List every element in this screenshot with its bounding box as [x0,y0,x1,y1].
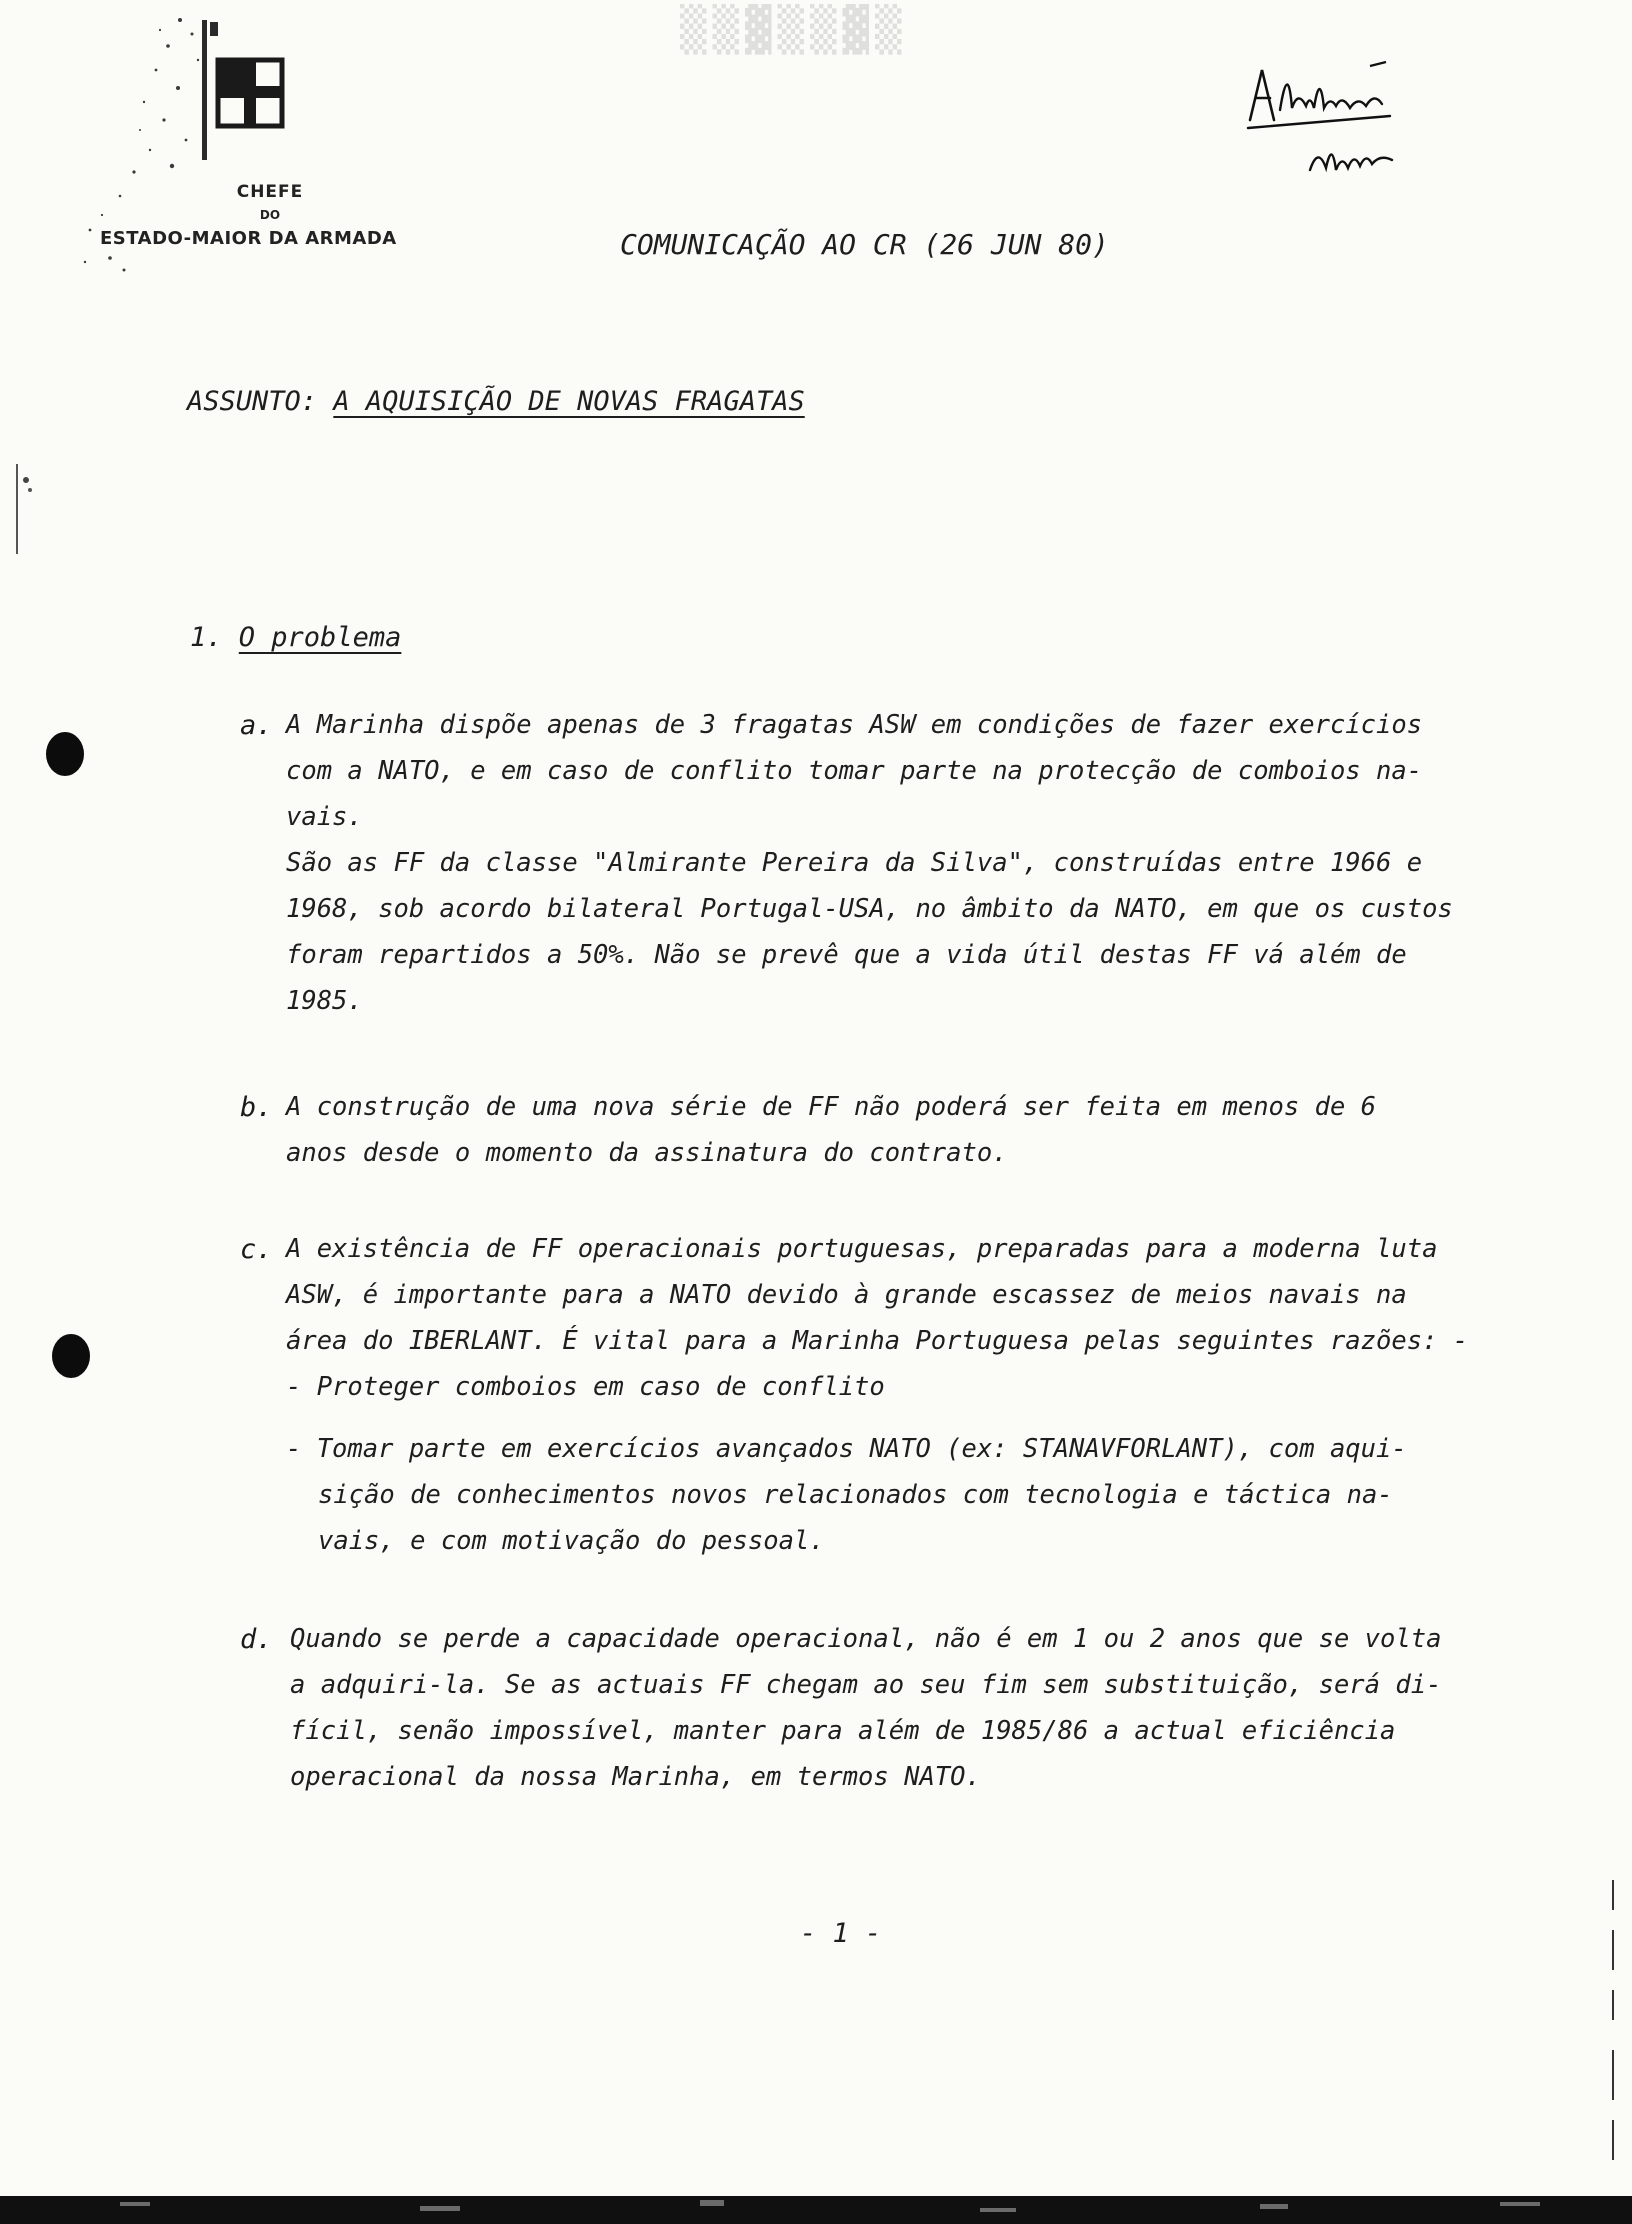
scanner-edge-strip [0,2186,1632,2224]
paragraph-marker: a. [240,710,273,741]
communication-heading: COMUNICAÇÃO AO CR (26 JUN 80) [620,228,1109,261]
scan-edge-mark [1606,1880,1626,2180]
subject-text: A AQUISIÇÃO DE NOVAS FRAGATAS [333,386,805,417]
paragraph-line: anos desde o momento da assinatura do contrato. [286,1138,1008,1168]
scan-edge-mark [12,460,42,560]
paragraph-sub-line: - Tomar parte em exercícios avançados NATO (ex: STANAVFORLANT), com aqui- [286,1434,1407,1464]
paragraph-line: 1968, sob acordo bilateral Portugal-USA, no âmbito da NATO, em que os custos [286,894,1453,924]
letterhead [60,0,480,280]
paragraph-line: operacional da nossa Marinha, em termos NATO. [290,1762,981,1792]
subject-line [187,386,805,417]
paragraph-line: A construção de uma nova série de FF não poderá ser feita em menos de 6 [286,1092,1377,1122]
paragraph-line: Quando se perde a capacidade operacional, não é em 1 ou 2 anos que se volta [290,1624,1442,1654]
paragraph-line: - Proteger comboios em caso de conflito [286,1372,885,1402]
section-heading [190,622,401,653]
subject-label: ASSUNTO: [187,386,318,417]
section-number: 1. [190,622,223,653]
paragraph-line: 1985. [286,986,363,1016]
letterhead-title: CHEFE [236,182,304,202]
paragraph-line: vais. [286,802,363,832]
navy-flag-emblem [200,20,290,160]
paragraph-sub-line: sição de conhecimentos novos relacionados com tecnologia e táctica na- [318,1480,1393,1510]
page-number: - 1 - [800,1918,882,1949]
letterhead-organization: ESTADO-MAIOR DA ARMADA [100,228,397,249]
paragraph-line: A Marinha dispõe apenas de 3 fragatas ASW em condições de fazer exercícios [286,710,1423,740]
paragraph-line: área do IBERLANT. É vital para a Marinha Portuguesa pelas seguintes razões: - [286,1326,1469,1356]
faded-stamp: ▒▒▓▒▒▓▒ [680,4,908,55]
letterhead-connector: DO [259,208,281,222]
paragraph-marker: d. [240,1624,273,1655]
punch-hole [46,732,84,776]
section-title: O problema [238,622,402,653]
punch-hole [52,1334,90,1378]
paragraph-marker: b. [240,1092,273,1123]
paragraph-line: foram repartidos a 50%. Não se prevê que a vida útil destas FF vá além de [286,940,1407,970]
paragraph-line: São as FF da classe "Almirante Pereira da Silva", construídas entre 1966 e [286,848,1423,878]
handwritten-signature [1240,50,1440,200]
paragraph-line: com a NATO, e em caso de conflito tomar parte na protecção de comboios na- [286,756,1423,786]
paragraph-line: a adquiri-la. Se as actuais FF chegam ao seu fim sem substituição, será di- [290,1670,1442,1700]
paragraph-sub-line: vais, e com motivação do pessoal. [318,1526,825,1556]
paragraph-marker: c. [240,1234,273,1265]
paragraph-line: A existência de FF operacionais portuguesas, preparadas para a moderna luta [286,1234,1438,1264]
paragraph-line: ASW, é importante para a NATO devido à grande escassez de meios navais na [286,1280,1407,1310]
paragraph-line: fícil, senão impossível, manter para além de 1985/86 a actual eficiência [290,1716,1396,1746]
